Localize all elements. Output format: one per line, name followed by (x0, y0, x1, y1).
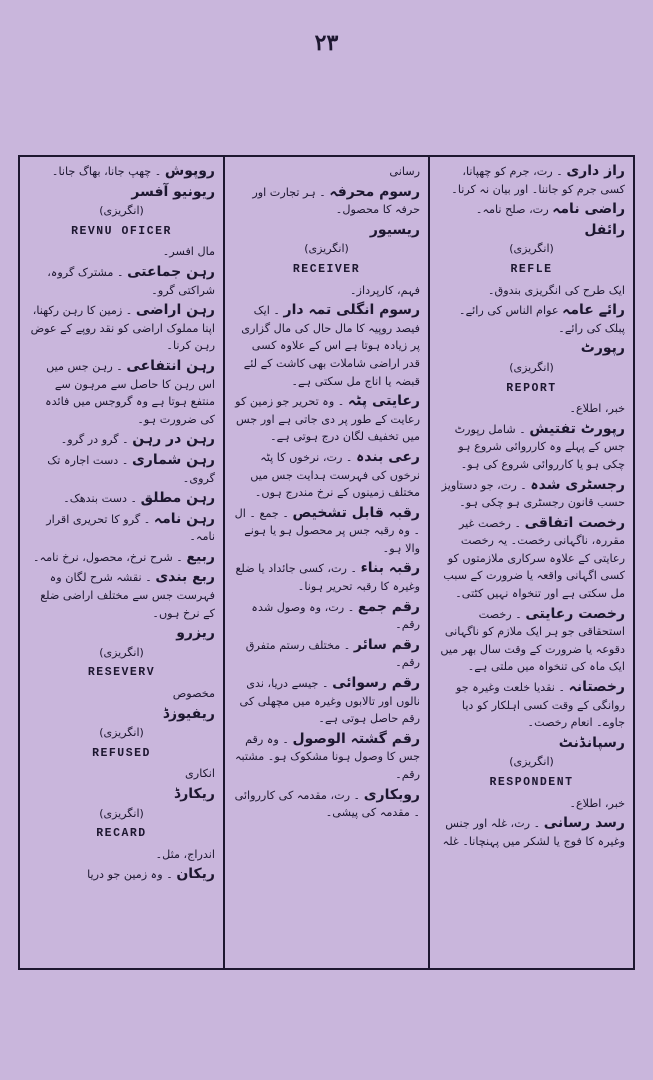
entry-headword: رخصت اتفاقی (524, 514, 625, 531)
entry-headword: رہن در رہن (132, 431, 215, 448)
entry-definition: ۔ رت، مقدمہ کی کارروائی ۔ مقدمہ کی پیشی۔ (234, 788, 420, 820)
dictionary-entry (438, 421, 625, 474)
dictionary-entry (233, 282, 420, 300)
dictionary-entry (233, 599, 420, 634)
dictionary-entry (28, 243, 215, 261)
dictionary-entry (438, 679, 625, 732)
dictionary-entry (233, 163, 420, 181)
entry-definition: ۔ جیسے دریا، ندی نالوں اور تالابوں وغیرہ میں مچھلی کی رقم حاصل ہوتی ہے۔ (239, 677, 420, 726)
entry-definition: خبر، اطلاع۔ (569, 796, 625, 810)
entry-definition: مخصوص (172, 687, 215, 701)
entry-definition: ۔ رہن جس میں اس رہن کا حاصل سے مرہون سے منتفع ہوتا ہے وہ گروجس میں فائدہ کی ضرورت ہو۔ (45, 359, 215, 426)
column-left (20, 157, 225, 968)
entry-headword: رائے عامہ (562, 302, 625, 319)
dictionary-entry (438, 400, 625, 418)
entry-headword: راز داری (566, 163, 625, 179)
entry-definition: ۔ وہ زمین جو دریا (87, 868, 173, 882)
entry-definition: ۔ رخصت غیر مقررہ، ناگہانی رخصت۔ یہ رخصت رعایتی کے علاوہ سرکاری ملازمتوں کو کسی اگہانی واقعہ یا ضرورت کے سبب مل سکتی ہے اور تنخواہ نہیں کٹتی۔ (443, 516, 625, 601)
entry-definition: ۔ دست بندھک۔ (63, 492, 138, 506)
language-tag: (انگریزی) (304, 242, 349, 256)
dictionary-entry (233, 787, 420, 822)
language-tag: (انگریزی) (99, 204, 144, 218)
entry-headword: رخصتانہ (568, 679, 625, 696)
entry-definition: اندراج، مثل۔ (155, 847, 215, 861)
dictionary-entry (438, 222, 625, 258)
dictionary-entry (233, 393, 420, 446)
entry-definition: ۔ شرح نرخ، محصول، نرخ نامہ۔ (33, 550, 183, 564)
dictionary-entry (233, 184, 420, 219)
entry-headword: رقم رسوائی (332, 675, 420, 692)
dictionary-entry (233, 675, 420, 728)
entry-headword: رہن شماری (131, 451, 215, 468)
entry-headword: روپوش (164, 163, 215, 179)
entry-definition: ۔ جمع ۔ ال ۔ وہ رقبہ جس پر محصول ہو یا ہونے والا ہو۔ (234, 506, 420, 555)
dictionary-entry (28, 569, 215, 622)
entry-headword: رسد رسانی (543, 815, 625, 832)
entry-definition: مال افسر۔ (162, 245, 215, 259)
entry-headword: رسوم انگلی تمہ دار (283, 302, 420, 319)
dictionary-entry (28, 302, 215, 355)
entry-headword: ربیع (186, 548, 215, 565)
entry-definition: ۔ ایک فیصد روپیہ کا مال حال کی مال گزاری پر زیادہ ہوتا ہے اس کے علاوہ کسی قدر اراضی شاملات بھی کاشت کے لئے قبضہ یا اناج مل سکتی ہے۔ (241, 304, 420, 388)
dictionary-entry (28, 685, 215, 703)
entry-headword: رپورٹ (580, 340, 625, 357)
dictionary-entry (438, 201, 625, 219)
entry-headword: رجسٹری شدہ (530, 476, 625, 493)
entry-definition: ۔ دست اجارہ تک گروی۔ (47, 453, 215, 485)
page-number: ۲۳ (314, 30, 339, 56)
entry-definition: رت، صلح نامہ۔ (475, 203, 549, 217)
latin-transliteration: RECARD (96, 827, 147, 841)
entry-headword: ریکارڈ (173, 786, 215, 802)
entry-definition: ۔ وہ رقم جس کا وصول ہونا مشکوک ہو۔ مشتبہ رقم۔ (234, 732, 420, 781)
dictionary-entry (233, 222, 420, 258)
entry-headword: رقم گشتہ الوصول (292, 730, 420, 747)
entry-headword: رقبہ بناء (360, 560, 420, 577)
entry-headword: ریسیور (369, 221, 420, 238)
entry-headword: رخصت رعایتی (525, 605, 625, 622)
dictionary-entry (233, 637, 420, 672)
language-tag: (انگریزی) (509, 360, 554, 374)
entry-definition: ۔ رخصت استحقاقی جو ہر ایک ملازم کو ناگہانی دقوعہ یا ضرورت کے وقت سال بھر میں ایک ماہ کی تنخواہ میں ملتی ہے۔ (440, 607, 625, 674)
entry-definition: ۔ رت، کسی جائداد یا ضلع وغیرہ کا رقبہ تحریر ہونا۔ (235, 562, 420, 594)
language-tag: (انگریزی) (99, 645, 144, 659)
entry-definition: ۔ مشترک گروہ، شراکتی گرو۔ (47, 265, 215, 297)
dictionary-entry (28, 866, 215, 884)
dictionary-entry (28, 511, 215, 546)
entry-definition: ۔ گرو در گرو۔ (60, 433, 129, 447)
language-tag: (انگریزی) (99, 806, 144, 820)
entry-definition: ایک طرح کی انگریزی بندوق۔ (487, 283, 625, 297)
entry-headword: رپورٹ تفتیش (529, 420, 625, 437)
entry-headword: رہن جماعتی (127, 263, 215, 280)
dictionary-entry (233, 560, 420, 595)
dictionary-entry (438, 340, 625, 376)
entry-headword: ریکان (176, 866, 215, 883)
dictionary-entry (233, 302, 420, 390)
dictionary-entry (233, 505, 420, 558)
entry-headword: رقبہ قابل تشخیص (292, 504, 420, 521)
entry-headword: ریزرو (176, 625, 215, 642)
dictionary-entry (28, 184, 215, 220)
dictionary-entry (28, 452, 215, 487)
entry-headword: رعی بندہ (356, 448, 420, 465)
entry-definition: ۔ مختلف رستم متفرق رقم۔ (245, 638, 420, 670)
entry-headword: رہن انتفاعی (126, 357, 215, 374)
three-column-frame (18, 155, 635, 970)
entry-definition: ۔ رت، غلہ اور جنس وغیرہ کا فوج یا لشکر میں پہنچانا۔ غلہ (442, 817, 625, 848)
entry-definition: ۔ چھپ جانا، بھاگ جانا۔ (51, 165, 162, 178)
entry-definition: ۔ رت، وہ وصول شدہ رقم۔ (251, 600, 420, 632)
entry-definition: ۔ رت، نرخوں کا پٹہ نرخوں کی فہرست ہدایت جس میں مختلف زمینوں کے نرخ مندرج ہوں۔ (250, 450, 420, 500)
entry-headword: ریفیوزڈ (162, 705, 215, 722)
dictionary-entry (438, 815, 625, 850)
entry-headword: رسپانڈنٹ (558, 734, 625, 751)
dictionary-entry (438, 163, 625, 198)
column-right (430, 157, 633, 968)
latin-transliteration: REPORT (506, 381, 557, 395)
dictionary-entry (28, 163, 215, 181)
entry-headword: رسوم محرفہ (329, 183, 420, 200)
entry-definition: ۔ شامل رپورٹ جس کے پہلے وہ کارروائی شروع ہو چکی ہو یا کارروائی شروع کی ہو۔ (454, 422, 625, 471)
language-tag: (انگریزی) (99, 726, 144, 740)
latin-transliteration: RESEVERV (87, 666, 156, 680)
dictionary-entry (28, 264, 215, 299)
dictionary-entry (438, 477, 625, 512)
entry-headword: رہن مطلق (140, 490, 215, 507)
entry-headword: روبکاری (363, 786, 420, 803)
entry-headword: رہن اراضی (135, 302, 215, 319)
entry-headword: رقم سائر (353, 636, 420, 653)
dictionary-entry (438, 795, 625, 813)
entry-headword: رقم جمع (357, 598, 420, 615)
latin-transliteration: REFLE (510, 262, 553, 276)
dictionary-entry (28, 786, 215, 822)
dictionary-entry (28, 765, 215, 783)
entry-definition: فہم، کارپرداز۔ (350, 283, 420, 297)
dictionary-entry (233, 731, 420, 784)
entry-definition: انکاری (185, 767, 215, 781)
entry-definition: ۔ گرو کا تحریری اقرار نامہ۔ (46, 512, 215, 544)
entry-headword: ریونیو آفسر (131, 183, 215, 200)
dictionary-entry (28, 549, 215, 567)
latin-transliteration: REFUSED (92, 746, 151, 760)
dictionary-entry (438, 282, 625, 300)
entry-definition: عوام الناس کی رائے۔ پبلک کی رائے۔ (459, 304, 625, 335)
entry-headword: رعایتی پٹہ (347, 393, 420, 410)
entry-headword: رائفل (584, 221, 625, 238)
language-tag: (انگریزی) (509, 242, 554, 256)
dictionary-entry (28, 490, 215, 508)
entry-definition: ۔ زمین کا رہن رکھنا، اپنا مملوک اراضی کو نقد روپے کے عوض رہن کرنا۔ (30, 304, 215, 353)
language-tag: (انگریزی) (509, 755, 554, 769)
column-middle (225, 157, 430, 968)
dictionary-entry (28, 846, 215, 864)
dictionary-entry (28, 625, 215, 661)
dictionary-entry (438, 735, 625, 771)
dictionary-entry (438, 302, 625, 337)
entry-headword: ربع بندی (155, 569, 215, 586)
dictionary-entry (438, 515, 625, 603)
entry-definition: ۔ ہر تجارت اور حرفہ کا محصول۔ (252, 185, 420, 217)
entry-definition: ۔ رت، جو دستاویز حسب قانون رجسٹری ہو چکی ہو۔ (441, 478, 625, 510)
dictionary-entry (438, 606, 625, 676)
entry-definition: ۔ وہ تحریر جو زمین کو رعایت کے طور پر دی جاتی ہے اور جس میں تخفیف لگان درج ہوتی ہے۔ (235, 395, 420, 444)
dictionary-entry (28, 431, 215, 449)
entry-headword: رہن نامہ (153, 510, 215, 527)
entry-definition: خبر، اطلاع۔ (569, 402, 625, 416)
entry-definition: ۔ نقشہ شرح لگان وہ فہرست جس سے مختلف اراضی ضلع کے نرخ ہوں۔ (40, 571, 215, 620)
entry-definition: ۔ رت، جرم کو چھپانا، کسی جرم کو جاننا۔ اور بیان نہ کرنا۔ (451, 165, 625, 196)
dictionary-entry (233, 449, 420, 502)
entry-headword: راضی نامہ (552, 201, 625, 218)
entry-definition: رسانی (389, 165, 420, 178)
latin-transliteration: RECEIVER (292, 262, 361, 276)
latin-transliteration: REVNU OFICER (71, 224, 172, 238)
dictionary-entry (28, 706, 215, 742)
latin-transliteration: RESPONDENT (489, 776, 574, 789)
entry-definition: ۔ نقدیا خلعت وغیرہ جو روانگی کے وقت کسی اہلکار کو دیا جاوے۔ انعام رخصت۔ (456, 681, 625, 730)
dictionary-entry (28, 358, 215, 428)
